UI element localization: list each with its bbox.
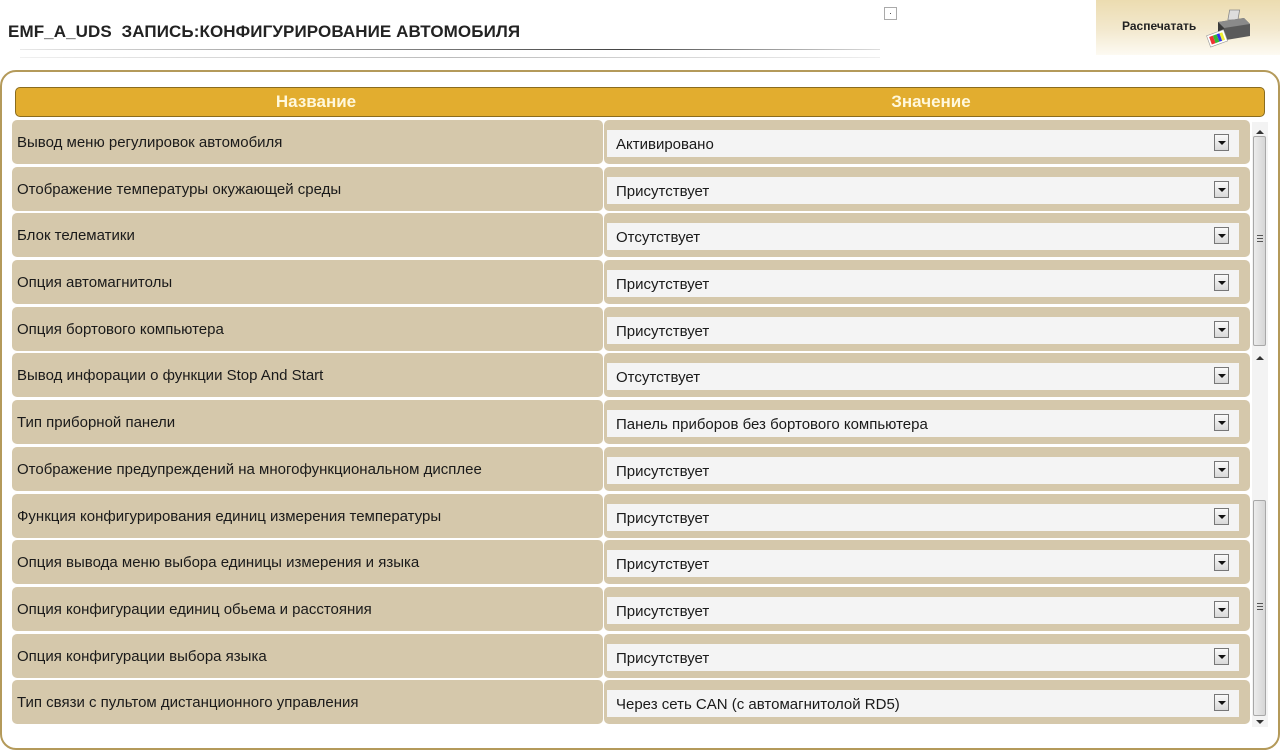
selected-value: Панель приборов без бортового компьютера: [616, 416, 928, 434]
parameter-name: Опция конфигурации единиц обьема и расстояния: [17, 600, 372, 618]
parameter-name-cell: [12, 400, 603, 444]
value-dropdown[interactable]: [607, 410, 1239, 437]
value-dropdown[interactable]: [607, 550, 1239, 577]
chevron-down-icon[interactable]: [1214, 648, 1229, 665]
table-row: [12, 540, 1252, 587]
chevron-down-icon[interactable]: [1214, 554, 1229, 571]
scroll-down-arrow-icon[interactable]: [1252, 716, 1268, 728]
table-row: [12, 634, 1252, 681]
selected-value: Присутствует: [616, 276, 710, 294]
value-dropdown[interactable]: [607, 177, 1239, 204]
value-dropdown[interactable]: [607, 130, 1239, 157]
chevron-down-icon[interactable]: [1214, 227, 1229, 244]
parameter-name-cell: [12, 353, 603, 397]
chevron-down-icon[interactable]: [1214, 367, 1229, 384]
selected-value: Отсутствует: [616, 229, 701, 247]
table-row: [12, 494, 1252, 541]
selected-value: Отсутствует: [616, 369, 701, 387]
chevron-down-icon[interactable]: [1214, 601, 1229, 618]
parameter-value-cell: [604, 400, 1250, 444]
chevron-down-icon[interactable]: [1214, 694, 1229, 711]
parameter-name: Тип приборной панели: [17, 414, 176, 432]
chevron-down-icon[interactable]: [1214, 321, 1229, 338]
parameter-value-cell: [604, 307, 1250, 351]
value-dropdown[interactable]: [607, 270, 1239, 297]
value-dropdown[interactable]: [607, 644, 1239, 671]
parameter-value-cell: [604, 540, 1250, 584]
value-dropdown[interactable]: [607, 223, 1239, 250]
parameter-name-cell: [12, 260, 603, 304]
parameter-name: Вывод меню регулировок автомобиля: [17, 134, 283, 151]
table-row: [12, 167, 1252, 214]
selected-value: Через сеть CAN (с автомагнитолой RD5): [616, 696, 900, 714]
table-row: [12, 307, 1252, 354]
parameter-value-cell: [604, 260, 1250, 304]
title-divider-secondary: [20, 57, 880, 58]
selected-value: Присутствует: [616, 556, 710, 574]
parameter-name: Опция автомагнитолы: [17, 274, 173, 292]
parameter-value-cell: [604, 213, 1250, 257]
parameter-value-cell: [604, 120, 1250, 164]
print-button-label: Распечатать: [1122, 19, 1197, 33]
parameter-name: Блок телематики: [17, 227, 135, 245]
selected-value: Присутствует: [616, 322, 710, 340]
parameter-name-cell: [12, 167, 603, 211]
selected-value: Присутствует: [616, 602, 710, 620]
grip-icon: [1257, 603, 1263, 610]
value-dropdown[interactable]: [607, 363, 1239, 390]
value-dropdown[interactable]: [607, 317, 1239, 344]
parameter-name: Опция бортового компьютера: [17, 320, 224, 338]
parameter-name: Опция конфигурации выбора языка: [17, 647, 267, 665]
table-row: [12, 213, 1252, 260]
scroll-up-arrow-icon[interactable]: [1252, 352, 1268, 364]
scrollbar-thumb[interactable]: [1253, 136, 1266, 346]
title-divider: [20, 49, 880, 50]
parameter-value-cell: [604, 587, 1250, 631]
table-row: [12, 400, 1252, 447]
small-toggle-box[interactable]: ·: [884, 7, 897, 20]
parameter-value-cell: [604, 353, 1250, 397]
selected-value: Присутствует: [616, 462, 710, 480]
chevron-down-icon[interactable]: [1214, 274, 1229, 291]
printer-icon: [1204, 8, 1252, 48]
parameter-name: Функция конфигурирования единиц измерения температуры: [17, 507, 442, 525]
config-table: [12, 120, 1252, 727]
parameter-name-cell: [12, 540, 603, 584]
top-bar: [0, 0, 1280, 70]
parameter-name-cell: [12, 120, 603, 164]
parameter-value-cell: [604, 634, 1250, 678]
page-title: EMF_A_UDS ЗАПИСЬ:КОНФИГУРИРОВАНИЕ АВТОМОБИЛЯ: [8, 22, 521, 41]
parameter-name: Тип связи с пультом дистанционного управления: [17, 694, 359, 712]
parameter-name-cell: [12, 680, 603, 724]
grip-icon: [1257, 235, 1263, 242]
parameter-value-cell: [604, 167, 1250, 211]
selected-value: Присутствует: [616, 509, 710, 527]
selected-value: Присутствует: [616, 182, 710, 200]
table-row: [12, 587, 1252, 634]
parameter-name-cell: [12, 634, 603, 678]
scrollbar-thumb[interactable]: [1253, 500, 1266, 716]
column-header-name: Название: [275, 92, 357, 111]
chevron-down-icon[interactable]: [1214, 461, 1229, 478]
chevron-down-icon[interactable]: [1214, 414, 1229, 431]
parameter-name-cell: [12, 447, 603, 491]
parameter-value-cell: [604, 447, 1250, 491]
parameter-name-cell: [12, 494, 603, 538]
value-dropdown[interactable]: [607, 597, 1239, 624]
parameter-name: Отображение температуры окужающей среды: [17, 180, 342, 198]
table-row: [12, 680, 1252, 727]
column-header-value: Значение: [891, 92, 971, 111]
table-row: [12, 120, 1252, 167]
chevron-down-icon[interactable]: [1214, 134, 1229, 151]
chevron-down-icon[interactable]: [1214, 508, 1229, 525]
table-row: [12, 260, 1252, 307]
table-row: [12, 353, 1252, 400]
parameter-name-cell: [12, 587, 603, 631]
value-dropdown[interactable]: [607, 457, 1239, 484]
table-header: [15, 87, 1265, 117]
parameter-name: Опция вывода меню выбора единицы измерения и языка: [17, 554, 420, 572]
value-dropdown[interactable]: [607, 504, 1239, 531]
selected-value: Присутствует: [616, 649, 710, 667]
value-dropdown[interactable]: [607, 690, 1239, 717]
print-button[interactable]: [1096, 0, 1280, 55]
parameter-value-cell: [604, 494, 1250, 538]
parameter-name-cell: [12, 213, 603, 257]
table-row: [12, 447, 1252, 494]
parameter-name: Вывод инфорации о функции Stop And Start: [17, 367, 324, 385]
chevron-down-icon[interactable]: [1214, 181, 1229, 198]
parameter-name: Отображение предупреждений на многофункциональном дисплее: [17, 460, 482, 478]
vertical-scrollbar[interactable]: [1252, 122, 1268, 727]
parameter-name-cell: [12, 307, 603, 351]
selected-value: Активировано: [616, 136, 714, 153]
parameter-value-cell: [604, 680, 1250, 724]
